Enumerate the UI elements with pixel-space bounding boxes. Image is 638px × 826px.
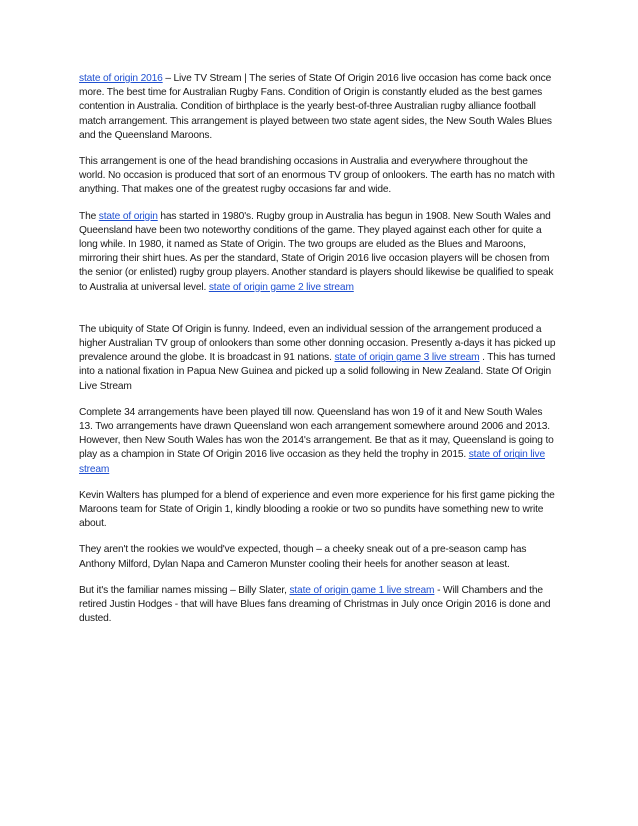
link-live-stream[interactable]: state of origin live stream (79, 449, 545, 475)
paragraph-4-text-a: The ubiquity of State Of Origin is funny. Indeed, even an individual session of the arrangement produced a higher Australian TV group of onlookers than some other donning occasion. Presently a-days it has picked up prevalence around the globe. It is broadcast in 91 nations. (79, 323, 556, 364)
paragraph-8-text-a: But it's the familiar names missing – Billy Slater, (79, 584, 290, 596)
paragraph-7 (79, 543, 556, 571)
paragraph-2-text: This arrangement is one of the head brandishing occasions in Australia and everywhere throughout the world. No occasion is produced that sort of an enormous TV group of onlookers. The earth has no match with anything. That makes one of the greatest rugby occasions far and wide. (79, 156, 555, 196)
paragraph-4 (79, 323, 556, 394)
paragraph-5 (79, 406, 556, 477)
paragraph-6-text: Kevin Walters has plumped for a blend of experience and even more experience for his first game picking the Maroons team for State of Origin 1, kindly blooding a rookie or two so pundits have something new to write about. (79, 489, 555, 530)
paragraph-1-text: – Live TV Stream | The series of State Of Origin 2016 live occasion has come back once more. The best time for Australian Rugby Fans. Condition of Origin is constantly eluded as the best games contention in Australia. Condition of birthplace is the yearly best-of-three Australian rugby alliance football match arrangement. This arrangement is played between two state agent sides, the New South Wales Blues and the Queensland Maroons. (79, 73, 552, 141)
paragraph-8 (79, 584, 556, 627)
paragraph-3-text-b: has started in 1980's. Rugby group in Australia has begun in 1908. New South Wales and Queensland have been two noteworthy conditions of the game. They played against each other for quite a long while. In 1980, it named as State of Origin. The two groups are eluded as the Blues and Maroons, mirroring their shirt hues. As per the standard, State of Origin 2016 live occasion players will be chosen from the senior (or enlisted) rugby group players. Another standard is players should likewise be qualified to speak to Australia at universal level. (79, 210, 554, 293)
paragraph-3 (79, 210, 556, 295)
paragraph-3-text-a: The (79, 210, 99, 222)
link-game-3-live-stream[interactable]: state of origin game 3 live stream (334, 352, 480, 364)
paragraph-7-text: They aren't the rookies we would've expected, though – a cheeky sneak out of a pre-season camp has Anthony Milford, Dylan Napa and Cameron Munster cooling their heels for another season at least. (79, 544, 527, 570)
paragraph-8-text-b: - Will Chambers and the retired Justin Hodges - that will have Blues fans dreaming of Christmas in July once Origin 2016 is done and dusted. (79, 584, 551, 625)
paragraph-4-text-b: . This has turned into a national fixation in Papua New Guinea and picked up a solid following in New Zealand. State Of Origin Live Stream (79, 352, 556, 392)
paragraph-6 (79, 489, 556, 532)
paragraph-5-text: Complete 34 arrangements have been played till now. Queensland has won 19 of it and New South Wales 13. Two arrangements have drawn Queensland won each arrangement somewhere around 2006 and 2013. However, then New South Wales has won the 2014's arrangement. Be that as it may, Queensland is going to play as a champion in State Of Origin 2016 live occasion as they held the trophy in 2015. (79, 406, 554, 461)
link-state-of-origin[interactable]: state of origin (98, 210, 158, 222)
link-game-2-live-stream[interactable]: state of origin game 2 live stream (208, 281, 354, 293)
link-state-of-origin-2016[interactable]: state of origin 2016 (79, 73, 163, 84)
paragraph-2 (79, 155, 556, 198)
link-game-1-live-stream[interactable]: state of origin game 1 live stream (289, 584, 435, 596)
paragraph-1 (79, 72, 556, 143)
